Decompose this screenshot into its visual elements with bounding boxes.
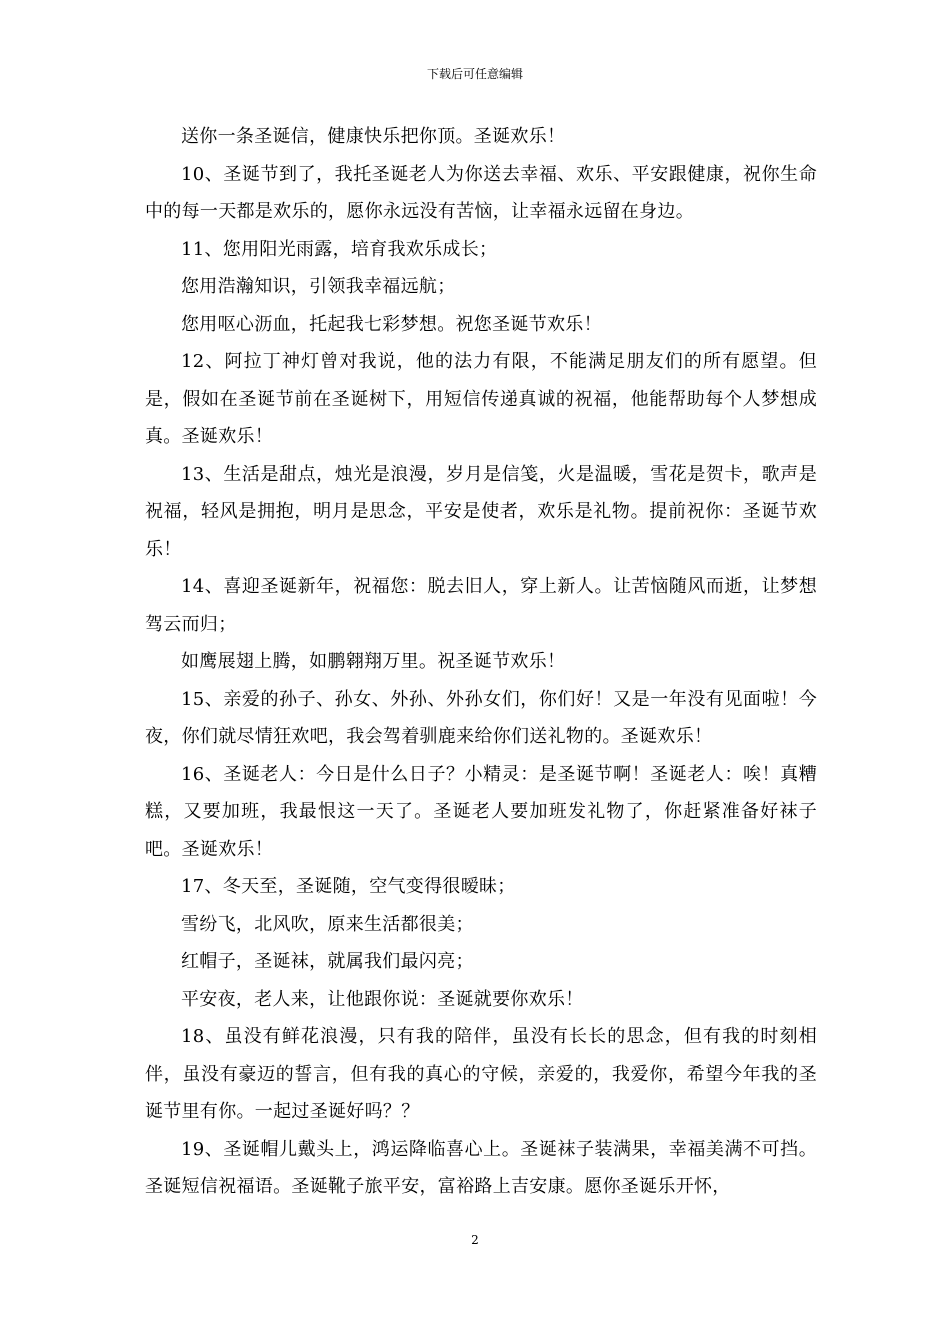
paragraph: 12、阿拉丁神灯曾对我说，他的法力有限，不能满足朋友们的所有愿望。但是，假如在圣诞节前在圣诞树下，用短信传递真诚的祝福，他能帮助每个人梦想成真。圣诞欢乐！ — [145, 351, 817, 447]
paragraph: 18、虽没有鲜花浪漫，只有我的陪伴，虽没有长长的思念，但有我的时刻相伴，虽没有豪迈的誓言，但有我的真心的守候，亲爱的，我爱你，希望今年我的圣诞节里有你。一起过圣诞好吗？？ — [145, 1026, 817, 1122]
paragraph: 14、喜迎圣诞新年，祝福您：脱去旧人，穿上新人。让苦恼随风而逝，让梦想驾云而归； — [145, 576, 817, 635]
paragraph: 送你一条圣诞信，健康快乐把你顶。圣诞欢乐！ — [181, 126, 566, 147]
paragraph: 平安夜，老人来，让他跟你说：圣诞就要你欢乐！ — [181, 988, 584, 1010]
paragraph: 您用浩瀚知识，引领我幸福远航； — [181, 276, 456, 297]
paragraph: 17、冬天至，圣诞随，空气变得很暧昧； — [181, 876, 516, 897]
paragraph: 红帽子，圣诞袜，就属我们最闪亮； — [181, 951, 474, 972]
paragraph: 13、生活是甜点，烛光是浪漫，岁月是信笺，火是温暖，雪花是贺卡，歌声是祝福，轻风是拥抱，明月是思念，平安是使者，欢乐是礼物。提前祝你：圣诞节欢乐！ — [145, 463, 817, 560]
paragraph: 雪纷飞，北风吹，原来生活都很美； — [181, 913, 474, 935]
document-body — [145, 118, 817, 1206]
paragraph: 19、圣诞帽儿戴头上，鸿运降临喜心上。圣诞袜子装满果，幸福美满不可挡。圣诞短信祝福语。圣诞靴子旅平安，富裕路上吉安康。愿你圣诞乐开怀， — [145, 1138, 817, 1197]
paragraph: 10、圣诞节到了，我托圣诞老人为你送去幸福、欢乐、平安跟健康，祝你生命中的每一天都是欢乐的，愿你永远没有苦恼，让幸福永远留在身边。 — [145, 163, 817, 222]
paragraph: 16、圣诞老人：今日是什么日子？小精灵：是圣诞节啊！圣诞老人：唉！真糟糕，又要加班，我最恨这一天了。圣诞老人要加班发礼物了，你赶紧准备好袜子吧。圣诞欢乐！ — [145, 763, 817, 860]
paragraph: 15、亲爱的孙子、孙女、外孙、外孙女们，你们好！又是一年没有见面啦！今夜，你们就尽情狂欢吧，我会驾着驯鹿来给你们送礼物的。圣诞欢乐！ — [145, 688, 817, 747]
page-header: 下载后可任意编辑 — [426, 67, 523, 81]
page-number: 2 — [471, 1233, 479, 1247]
paragraph: 11、您用阳光雨露，培育我欢乐成长； — [181, 238, 498, 260]
paragraph: 您用呕心沥血，托起我七彩梦想。祝您圣诞节欢乐！ — [181, 313, 602, 335]
paragraph: 如鹰展翅上腾，如鹏翱翔万里。祝圣诞节欢乐！ — [181, 651, 566, 672]
